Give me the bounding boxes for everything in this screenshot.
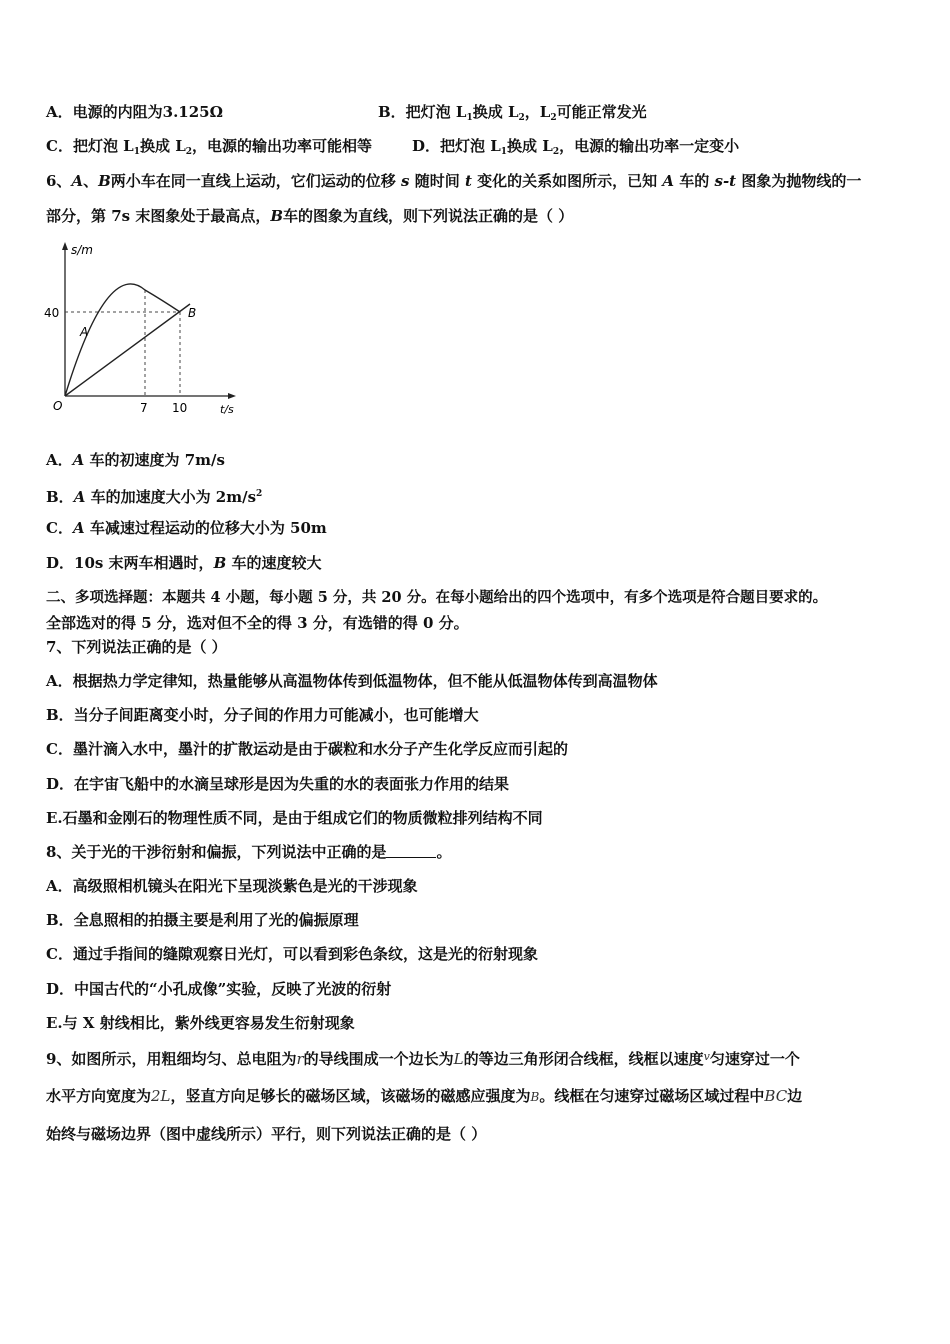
q8-option-e: E.与 X 射线相比，紫外线更容易发生衍射现象 [46,1014,355,1032]
q7-option-e: E.石墨和金刚石的物理性质不同，是由于组成它们的物质微粒排列结构不同 [46,809,543,827]
q7-option-b: B．当分子间距离变小时，分子间的作用力可能减小，也可能增大 [46,706,479,724]
x-tick-7: 7 [140,401,148,415]
q9-line2: 水平方向宽度为2L，竖直方向足够长的磁场区域，该磁场的磁感应强度为B。线框在匀速穿过磁场区域过程中BC边 [46,1087,803,1105]
line-b [65,304,190,396]
q6-option-d: D．10s 末两车相遇时，B 车的速度较大 [46,554,322,572]
q6-option-c: C．A 车减速过程运动的位移大小为 50m [46,519,327,537]
q7-stem: 7、下列说法正确的是（ ） [46,638,227,656]
q9-line1: 9、如图所示，用粗细均匀、总电阻为r的导线围成一个边长为L的等边三角形闭合线框，线框以速度$^v$匀速穿过一个 [46,1050,800,1068]
x-axis-arrow [228,393,236,399]
q7-option-d: D．在宇宙飞船中的水滴呈球形是因为失重的水的表面张力作用的结果 [46,775,510,793]
q6-option-a: A．A 车的初速度为 7m/s [46,451,225,469]
answer-blank[interactable] [386,843,436,858]
q6-st-graph [40,238,250,420]
section2-line2: 全部选对的得 5 分，选对但不全的得 3 分，有选错的得 0 分。 [46,614,469,632]
q8-option-d: D．中国古代的“小孔成像”实验，反映了光波的衍射 [46,980,392,998]
q7-option-a: A．根据热力学定律知，热量能够从高温物体传到低温物体，但不能从低温物体传到高温物体 [46,672,658,690]
q6-stem-line1: 6、A、B两小车在同一直线上运动，它们运动的位移 s 随时间 t 变化的关系如图所示，已知 A 车的 s-t 图象为抛物线的一 [46,172,862,190]
y-tick-40: 40 [44,306,60,320]
q5-option-b: B．把灯泡 $L_1$换成 $L_2$，$L_2$可能正常发光 [378,103,647,123]
curve-a [65,284,180,396]
q8-option-b: B．全息照相的拍摄主要是利用了光的偏振原理 [46,911,359,929]
section2-line1: 二、多项选择题：本题共 4 小题，每小题 5 分，共 20 分。在每小题给出的四个选项中，有多个选项是符合题目要求的。 [46,589,828,606]
q7-option-c: C．墨汁滴入水中，墨汁的扩散运动是由于碳粒和水分子产生化学反应而引起的 [46,740,568,758]
y-axis-label: s/m [71,243,93,257]
q6-option-b: B．A 车的加速度大小为 $2m/s^2$ [46,488,263,506]
q6-stem-line2: 部分，第 7s 末图象处于最高点，B车的图象为直线，则下列说法正确的是（ ） [46,207,574,225]
curve-a-label: A [80,325,89,339]
st-graph-svg [40,238,250,420]
q5-option-a: A．电源的内阻为3.125Ω [46,103,223,121]
x-axis-label: t/s [220,403,234,416]
q8-option-c: C．通过手指间的缝隙观察日光灯，可以看到彩色条纹，这是光的衍射现象 [46,945,538,963]
q9-line3: 始终与磁场边界（图中虚线所示）平行，则下列说法正确的是（ ） [46,1125,487,1143]
y-axis-arrow [62,242,68,250]
q8-option-a: A．高级照相机镜头在阳光下呈现淡紫色是光的干涉现象 [46,877,418,895]
q5-option-d: D．把灯泡 $L_1$换成 $L_2$，电源的输出功率一定变小 [412,137,740,157]
q5-option-c: C．把灯泡 $L_1$换成 $L_2$，电源的输出功率可能相等 [46,137,373,157]
q8-stem: 8、关于光的干涉衍射和偏振，下列说法中正确的是 。 [46,843,452,861]
line-b-label: B [188,306,197,320]
x-tick-10: 10 [172,401,188,415]
origin-label: O [53,399,63,413]
